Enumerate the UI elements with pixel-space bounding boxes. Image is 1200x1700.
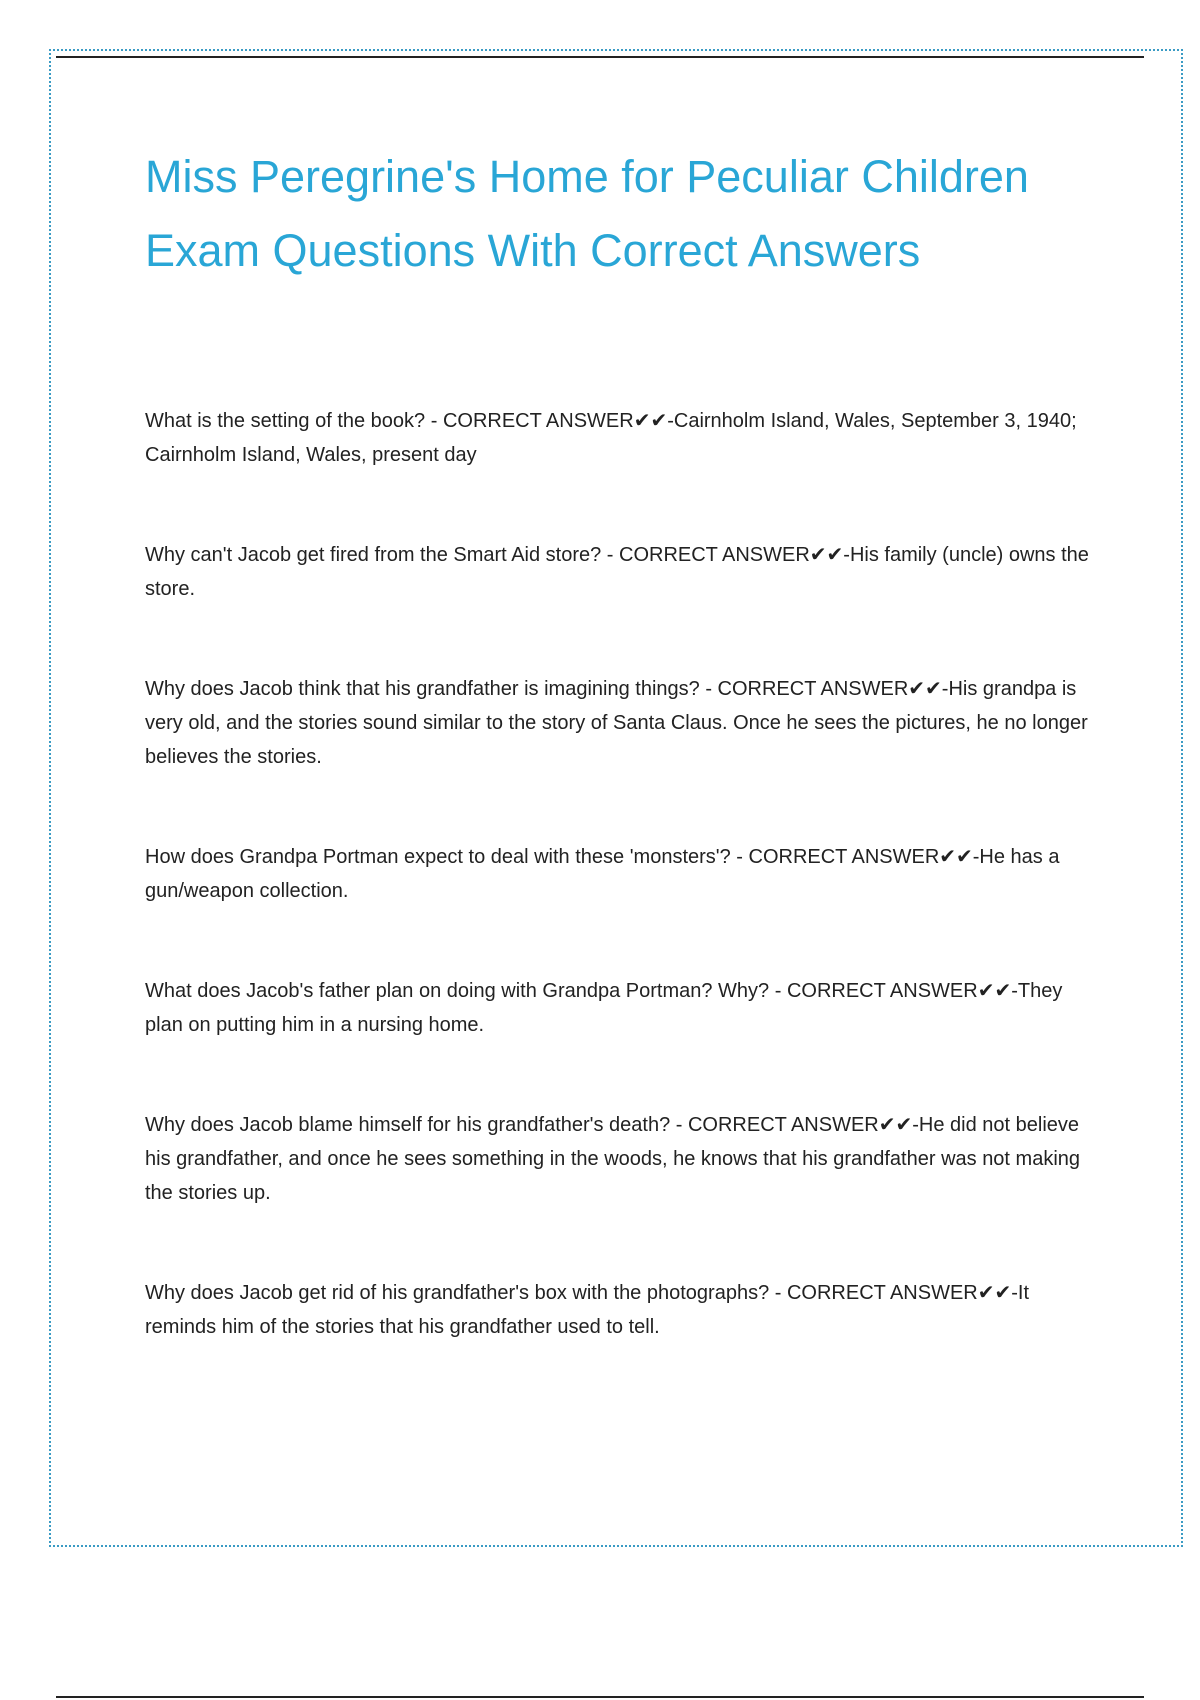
document-body (145, 140, 1090, 1410)
document-title (145, 140, 1090, 288)
title-line-1: Miss Peregrine's Home for Peculiar Children (145, 151, 1029, 202)
qa-list (145, 404, 1090, 1344)
qa-item-monsters: How does Grandpa Portman expect to deal with these 'monsters'? - CORRECT ANSWER✔✔-He has a gun/weapon collection. (145, 846, 1060, 902)
footer-rule (56, 1696, 1144, 1698)
qa-item-blame: Why does Jacob blame himself for his grandfather's death? - CORRECT ANSWER✔✔-He did not believe his grandfather, and once he sees something in the woods, he knows that his grandfather was not making the stories up. (145, 1114, 1081, 1204)
qa-item-setting: What is the setting of the book? - CORRECT ANSWER✔✔-Cairnholm Island, Wales, September 3, 1940; Cairnholm Island, Wales, present day (145, 410, 1077, 466)
qa-item-imagining: Why does Jacob think that his grandfather is imagining things? - CORRECT ANSWER✔✔-His grandpa is very old, and the stories sound similar to the story of Santa Claus. Once he sees the pictures, he no longer believes the stories. (145, 678, 1088, 768)
qa-item-nursing-home: What does Jacob's father plan on doing with Grandpa Portman? Why? - CORRECT ANSWER✔✔-They plan on putting him in a nursing home. (145, 980, 1063, 1036)
qa-item-photographs: Why does Jacob get rid of his grandfather's box with the photographs? - CORRECT ANSWER✔✔-It reminds him of the stories that his grandfather used to tell. (145, 1282, 1030, 1338)
title-line-2: Exam Questions With Correct Answers (145, 225, 921, 276)
qa-item-smart-aid: Why can't Jacob get fired from the Smart Aid store? - CORRECT ANSWER✔✔-His family (uncle) owns the store. (145, 544, 1089, 600)
